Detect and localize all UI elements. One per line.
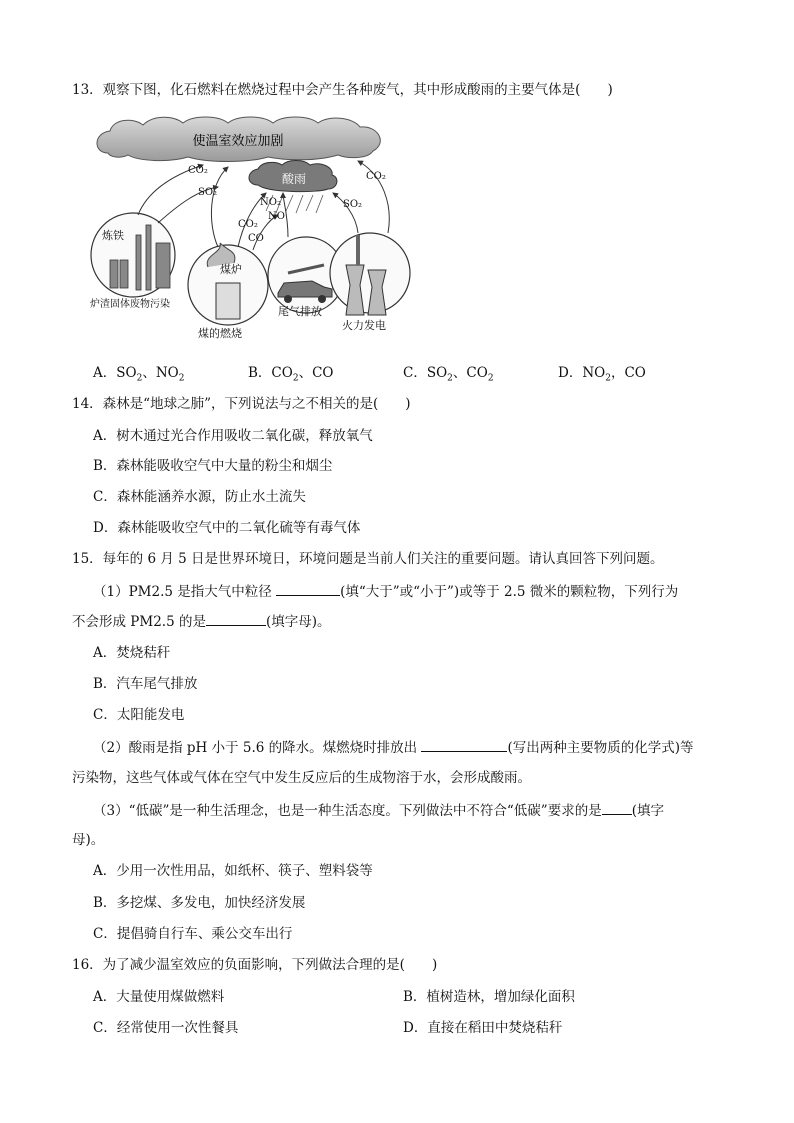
q13-option-a: A．$SO_2$、$NO_2$: [93, 365, 185, 384]
q15-blank-1[interactable]: [276, 581, 340, 596]
q13-stem: 13．观察下图，化石燃料在燃烧过程中会产生各种废气，其中形成酸雨的主要气体是( ): [72, 82, 613, 98]
q15-stem: 15．每年的 6 月 5 日是世界环境日，环境问题是当前人们关注的重要问题。请认真回答下列问题。: [72, 551, 664, 567]
q15-p1-option-b: B．汽车尾气排放: [93, 676, 198, 692]
q16-option-a: A．大量使用煤做燃料: [93, 989, 225, 1005]
gas-co2-c: CO₂: [366, 171, 386, 182]
q15-blank-3[interactable]: [421, 737, 507, 752]
q16-option-b: B．植树造林，增加绿化面积: [403, 989, 575, 1005]
acid-rain-diagram: [88, 115, 418, 345]
acid-rain-label: 酸雨: [281, 172, 307, 186]
label-exhaust: 尾气排放: [278, 305, 322, 318]
gas-no2: NO₂: [260, 197, 281, 208]
q14-option-c: C．森林能涵养水源，防止水土流失: [93, 489, 306, 505]
q15-part2-line1: （2）酸雨是指 pH 小于 5.6 的降水。煤燃烧时排放出 (写出两种主要物质的化学式)等: [93, 737, 693, 758]
greenhouse-cloud: [97, 117, 380, 162]
q15-p3-option-b: B．多挖煤、多发电，加快经济发展: [93, 895, 306, 911]
q16-stem: 16．为了减少温室效应的负面影响，下列做法合理的是( ): [72, 957, 438, 973]
gas-no: NO: [268, 211, 285, 222]
q13-option-c: C．$SO_2$、$CO_2$: [403, 365, 494, 384]
label-slag: 炉渣固体废物污染: [90, 299, 170, 310]
q14-option-b: B．森林能吸收空气中大量的粉尘和烟尘: [93, 458, 333, 474]
q16-option-c: C．经常使用一次性餐具: [93, 1020, 239, 1036]
q15-part1-line1: （1）PM2.5 是指大气中粒径 (填“大于”或“小于”)或等于 2.5 微米的颗粒物，下列行为: [93, 581, 678, 602]
label-coal-burning: 煤的燃烧: [198, 327, 242, 340]
q14-option-a: A．树木通过光合作用吸收二氧化碳，释放氧气: [93, 428, 373, 444]
label-stove: 煤炉: [220, 263, 242, 276]
q15-blank-2[interactable]: [206, 611, 266, 626]
q15-part2-line2: 污染物，这些气体或气体在空气中发生反应后的生成物溶于水，会形成酸雨。: [72, 770, 531, 786]
gas-co2-a: CO₂: [188, 165, 208, 176]
q15-blank-4[interactable]: [602, 800, 632, 815]
q15-p3-option-c: C．提倡骑自行车、乘公交车出行: [93, 926, 293, 942]
q14-stem: 14．森林是“地球之肺”，下列说法与之不相关的是( ): [72, 396, 411, 412]
q15-part3-line1: （3）“低碳”是一种生活理念，也是一种生活态度。下列做法中不符合“低碳”要求的是 (填字: [93, 800, 664, 821]
q15-p1-option-c: C．太阳能发电: [93, 707, 185, 723]
q15-part1-line2: 不会形成 PM2.5 的是 (填字母)。: [72, 611, 331, 632]
q13-option-d: D．$NO_2$，CO: [558, 365, 646, 384]
q16-option-d: D．直接在稻田中焚烧秸秆: [403, 1020, 563, 1036]
label-ironworks: 炼铁: [102, 229, 124, 242]
cloud-top-label: 使温室效应加剧: [192, 134, 284, 149]
gas-co: CO: [248, 233, 264, 244]
q15-p1-option-a: A．焚烧秸秆: [93, 645, 171, 661]
gas-co2-b: CO₂: [238, 219, 258, 230]
q15-part3-line2: 母)。: [72, 832, 105, 848]
q14-option-d: D．森林能吸收空气中的二氧化硫等有毒气体: [93, 520, 361, 536]
gas-so2-b: SO₂: [343, 199, 363, 210]
label-power: 火力发电: [342, 319, 386, 332]
q15-p3-option-a: A．少用一次性用品，如纸杯、筷子、塑料袋等: [93, 863, 373, 879]
q13-option-b: B．$CO_2$、CO: [248, 365, 334, 384]
gas-so2-a: SO₂: [198, 187, 218, 198]
